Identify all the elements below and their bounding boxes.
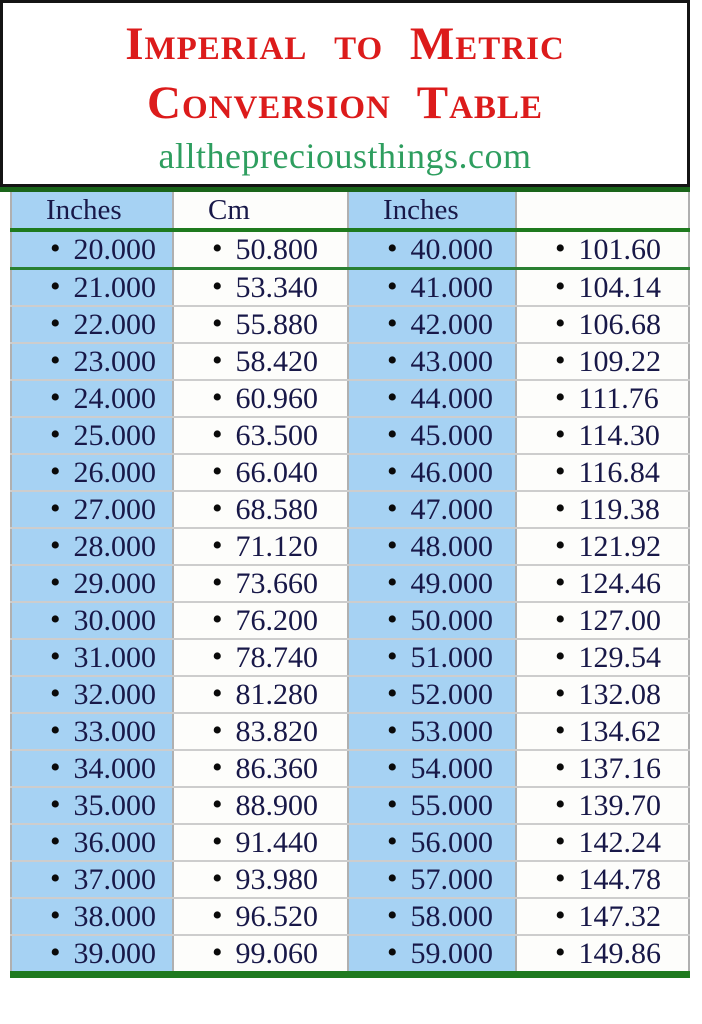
cell-value: 53.340: [235, 271, 319, 304]
bullet-icon: •: [555, 529, 566, 562]
table-row: [11, 380, 689, 417]
bullet-icon: •: [212, 566, 223, 599]
cell-value: 38.000: [73, 900, 157, 933]
conversion-cell: [11, 935, 173, 975]
conversion-cell: [516, 528, 689, 565]
column-header-inches-left: Inches: [11, 192, 173, 230]
conversion-cell: [173, 269, 348, 307]
conversion-cell: [516, 491, 689, 528]
cell-value: 43.000: [410, 345, 494, 378]
bullet-icon: •: [50, 603, 61, 636]
cell-value: 55.000: [410, 789, 494, 822]
bullet-icon: •: [50, 862, 61, 895]
conversion-cell: [348, 269, 516, 307]
cell-value: 54.000: [410, 752, 494, 785]
bullet-icon: •: [555, 640, 566, 673]
cell-value: 32.000: [73, 678, 157, 711]
cell-value: 124.46: [578, 567, 662, 600]
conversion-cell: [11, 417, 173, 454]
cell-value: 71.120: [235, 530, 319, 563]
cell-value: 26.000: [73, 456, 157, 489]
conversion-cell: [173, 380, 348, 417]
bullet-icon: •: [555, 232, 566, 265]
bullet-icon: •: [212, 307, 223, 340]
bullet-icon: •: [555, 566, 566, 599]
bullet-icon: •: [387, 936, 398, 969]
column-header-inches-right: Inches: [348, 192, 516, 230]
conversion-cell: [11, 454, 173, 491]
cell-value: 81.280: [235, 678, 319, 711]
conversion-cell: [516, 602, 689, 639]
cell-value: 49.000: [410, 567, 494, 600]
cell-value: 63.500: [235, 419, 319, 452]
cell-value: 109.22: [578, 345, 662, 378]
cell-value: 27.000: [73, 493, 157, 526]
cell-value: 96.520: [235, 900, 319, 933]
bullet-icon: •: [555, 788, 566, 821]
table-row: [11, 417, 689, 454]
table-row: [11, 935, 689, 975]
bullet-icon: •: [555, 899, 566, 932]
bullet-icon: •: [50, 418, 61, 451]
bullet-icon: •: [212, 455, 223, 488]
page-title-line2: Conversion Table: [147, 77, 543, 129]
bullet-icon: •: [555, 307, 566, 340]
bullet-icon: •: [50, 714, 61, 747]
bullet-icon: •: [555, 344, 566, 377]
conversion-cell: [173, 639, 348, 676]
cell-value: 46.000: [410, 456, 494, 489]
cell-value: 119.38: [578, 493, 660, 526]
cell-value: 116.84: [578, 456, 660, 489]
conversion-cell: [348, 491, 516, 528]
conversion-cell: [173, 306, 348, 343]
bullet-icon: •: [50, 232, 61, 265]
conversion-cell: [348, 787, 516, 824]
bullet-icon: •: [555, 492, 566, 525]
conversion-cell: [173, 824, 348, 861]
conversion-cell: [11, 491, 173, 528]
table-row: [11, 898, 689, 935]
conversion-cell: [11, 565, 173, 602]
cell-value: 55.880: [235, 308, 319, 341]
cell-value: 44.000: [410, 382, 494, 415]
bullet-icon: •: [212, 936, 223, 969]
cell-value: 56.000: [410, 826, 494, 859]
cell-value: 39.000: [73, 937, 157, 970]
column-header-cm-left: Cm: [173, 192, 348, 230]
conversion-cell: [173, 898, 348, 935]
bullet-icon: •: [50, 825, 61, 858]
cell-value: 37.000: [73, 863, 157, 896]
conversion-cell: [348, 861, 516, 898]
bullet-icon: •: [387, 566, 398, 599]
conversion-cell: [11, 639, 173, 676]
cell-value: 24.000: [73, 382, 157, 415]
cell-value: 29.000: [73, 567, 157, 600]
conversion-cell: [348, 824, 516, 861]
bullet-icon: •: [50, 899, 61, 932]
table-row: [11, 491, 689, 528]
cell-value: 91.440: [235, 826, 319, 859]
page-title-line1: Imperial to Metric: [125, 18, 565, 70]
bullet-icon: •: [387, 492, 398, 525]
cell-value: 106.68: [578, 308, 662, 341]
conversion-cell: [516, 898, 689, 935]
bullet-icon: •: [212, 381, 223, 414]
conversion-cell: [348, 898, 516, 935]
cell-value: 52.000: [410, 678, 494, 711]
cell-value: 111.76: [578, 382, 659, 415]
conversion-cell: [11, 676, 173, 713]
conversion-cell: [516, 269, 689, 307]
cell-value: 47.000: [410, 493, 494, 526]
conversion-cell: [173, 676, 348, 713]
cell-value: 28.000: [73, 530, 157, 563]
conversion-cell: [173, 565, 348, 602]
cell-value: 127.00: [578, 604, 662, 637]
bullet-icon: •: [555, 751, 566, 784]
bullet-icon: •: [555, 825, 566, 858]
conversion-cell: [348, 565, 516, 602]
conversion-cell: [348, 750, 516, 787]
cell-value: 121.92: [578, 530, 662, 563]
conversion-cell: [516, 787, 689, 824]
table-row: [11, 454, 689, 491]
bullet-icon: •: [212, 714, 223, 747]
conversion-cell: [173, 750, 348, 787]
cell-value: 57.000: [410, 863, 494, 896]
conversion-cell: [11, 602, 173, 639]
conversion-cell: [348, 380, 516, 417]
conversion-cell: [516, 750, 689, 787]
bullet-icon: •: [50, 751, 61, 784]
conversion-cell: [348, 528, 516, 565]
bullet-icon: •: [387, 677, 398, 710]
cell-value: 35.000: [73, 789, 157, 822]
conversion-cell: [11, 787, 173, 824]
table-row: [11, 306, 689, 343]
bullet-icon: •: [50, 381, 61, 414]
cell-value: 76.200: [235, 604, 319, 637]
conversion-cell: [348, 306, 516, 343]
bullet-icon: •: [387, 899, 398, 932]
bullet-icon: •: [212, 899, 223, 932]
bullet-icon: •: [212, 232, 223, 265]
conversion-cell: [11, 713, 173, 750]
bullet-icon: •: [387, 751, 398, 784]
bullet-icon: •: [387, 455, 398, 488]
cell-value: 48.000: [410, 530, 494, 563]
bullet-icon: •: [387, 232, 398, 265]
bullet-icon: •: [387, 640, 398, 673]
bullet-icon: •: [555, 603, 566, 636]
cell-value: 101.60: [578, 233, 662, 266]
header-row: [11, 192, 689, 230]
cell-value: 30.000: [73, 604, 157, 637]
conversion-cell: [11, 343, 173, 380]
bullet-icon: •: [555, 862, 566, 895]
conversion-cell: [11, 528, 173, 565]
cell-value: 132.08: [578, 678, 662, 711]
conversion-cell: [516, 306, 689, 343]
bullet-icon: •: [387, 529, 398, 562]
bullet-icon: •: [212, 677, 223, 710]
conversion-cell: [348, 417, 516, 454]
table-row: [11, 861, 689, 898]
cell-value: 99.060: [235, 937, 319, 970]
conversion-cell: [516, 639, 689, 676]
table-row: [11, 639, 689, 676]
bullet-icon: •: [212, 640, 223, 673]
bullet-icon: •: [387, 307, 398, 340]
cell-value: 114.30: [578, 419, 660, 452]
cell-value: 83.820: [235, 715, 319, 748]
bullet-icon: •: [50, 640, 61, 673]
cell-value: 22.000: [73, 308, 157, 341]
cell-value: 88.900: [235, 789, 319, 822]
cell-value: 66.040: [235, 456, 319, 489]
bullet-icon: •: [50, 566, 61, 599]
conversion-cell: [348, 230, 516, 269]
conversion-cell: [173, 343, 348, 380]
bullet-icon: •: [555, 418, 566, 451]
bullet-icon: •: [212, 529, 223, 562]
conversion-cell: [516, 861, 689, 898]
cell-value: 23.000: [73, 345, 157, 378]
bullet-icon: •: [387, 418, 398, 451]
cell-value: 58.420: [235, 345, 319, 378]
bullet-icon: •: [50, 936, 61, 969]
cell-value: 60.960: [235, 382, 319, 415]
cell-value: 149.86: [578, 937, 662, 970]
conversion-cell: [11, 269, 173, 307]
bullet-icon: •: [555, 936, 566, 969]
cell-value: 58.000: [410, 900, 494, 933]
bullet-icon: •: [212, 788, 223, 821]
conversion-cell: [11, 898, 173, 935]
bullet-icon: •: [212, 862, 223, 895]
conversion-cell: [11, 306, 173, 343]
cell-value: 50.000: [410, 604, 494, 637]
cell-value: 139.70: [578, 789, 662, 822]
bullet-icon: •: [50, 455, 61, 488]
bullet-icon: •: [50, 788, 61, 821]
conversion-cell: [348, 454, 516, 491]
bullet-icon: •: [50, 344, 61, 377]
cell-value: 129.54: [578, 641, 662, 674]
bullet-icon: •: [387, 788, 398, 821]
cell-value: 33.000: [73, 715, 157, 748]
cell-value: 144.78: [578, 863, 662, 896]
bullet-icon: •: [555, 381, 566, 414]
cell-value: 137.16: [578, 752, 662, 785]
cell-value: 93.980: [235, 863, 319, 896]
bullet-icon: •: [387, 603, 398, 636]
bullet-icon: •: [555, 714, 566, 747]
conversion-cell: [11, 380, 173, 417]
cell-value: 51.000: [410, 641, 494, 674]
conversion-cell: [11, 861, 173, 898]
conversion-cell: [348, 343, 516, 380]
conversion-table: [10, 192, 690, 978]
bullet-icon: •: [50, 270, 61, 303]
bullet-icon: •: [212, 418, 223, 451]
conversion-cell: [516, 454, 689, 491]
conversion-cell: [173, 787, 348, 824]
bullet-icon: •: [50, 307, 61, 340]
table-row: [11, 230, 689, 269]
conversion-cell: [173, 602, 348, 639]
conversion-table-body: [11, 230, 689, 975]
conversion-cell: [11, 824, 173, 861]
table-row: [11, 750, 689, 787]
header-banner: [0, 0, 690, 187]
column-header-cm-right: [516, 192, 689, 230]
conversion-cell: [173, 417, 348, 454]
cell-value: 68.580: [235, 493, 319, 526]
conversion-cell: [11, 750, 173, 787]
conversion-cell: [173, 230, 348, 269]
bullet-icon: •: [387, 381, 398, 414]
bullet-icon: •: [555, 455, 566, 488]
bullet-icon: •: [50, 492, 61, 525]
bullet-icon: •: [212, 344, 223, 377]
bullet-icon: •: [555, 677, 566, 710]
conversion-cell: [516, 713, 689, 750]
table-row: [11, 824, 689, 861]
cell-value: 42.000: [410, 308, 494, 341]
conversion-cell: [516, 565, 689, 602]
conversion-cell: [173, 528, 348, 565]
conversion-cell: [11, 230, 173, 269]
cell-value: 34.000: [73, 752, 157, 785]
conversion-cell: [348, 639, 516, 676]
table-row: [11, 343, 689, 380]
cell-value: 45.000: [410, 419, 494, 452]
cell-value: 53.000: [410, 715, 494, 748]
conversion-cell: [173, 935, 348, 975]
cell-value: 31.000: [73, 641, 157, 674]
conversion-table-header: [11, 192, 689, 230]
cell-value: 40.000: [410, 233, 494, 266]
conversion-cell: [348, 602, 516, 639]
conversion-cell: [348, 713, 516, 750]
cell-value: 78.740: [235, 641, 319, 674]
conversion-cell: [173, 713, 348, 750]
table-row: [11, 676, 689, 713]
table-row: [11, 713, 689, 750]
bullet-icon: •: [212, 751, 223, 784]
bullet-icon: •: [212, 492, 223, 525]
table-row: [11, 565, 689, 602]
cell-value: 20.000: [73, 233, 157, 266]
cell-value: 50.800: [235, 233, 319, 266]
cell-value: 147.32: [578, 900, 662, 933]
conversion-cell: [173, 861, 348, 898]
conversion-cell: [516, 824, 689, 861]
cell-value: 59.000: [410, 937, 494, 970]
conversion-cell: [348, 676, 516, 713]
conversion-table-container: [10, 192, 688, 978]
cell-value: 86.360: [235, 752, 319, 785]
bullet-icon: •: [387, 714, 398, 747]
conversion-cell: [348, 935, 516, 975]
cell-value: 134.62: [578, 715, 662, 748]
bullet-icon: •: [50, 677, 61, 710]
table-row: [11, 602, 689, 639]
cell-value: 41.000: [410, 271, 494, 304]
cell-value: 73.660: [235, 567, 319, 600]
table-row: [11, 528, 689, 565]
bullet-icon: •: [555, 270, 566, 303]
bullet-icon: •: [387, 270, 398, 303]
cell-value: 25.000: [73, 419, 157, 452]
conversion-cell: [516, 676, 689, 713]
conversion-cell: [173, 491, 348, 528]
conversion-cell: [516, 343, 689, 380]
conversion-cell: [516, 230, 689, 269]
conversion-cell: [173, 454, 348, 491]
cell-value: 104.14: [578, 271, 662, 304]
conversion-cell: [516, 417, 689, 454]
table-row: [11, 787, 689, 824]
conversion-cell: [516, 380, 689, 417]
table-row: [11, 269, 689, 307]
cell-value: 36.000: [73, 826, 157, 859]
bullet-icon: •: [212, 825, 223, 858]
bullet-icon: •: [50, 529, 61, 562]
cell-value: 21.000: [73, 271, 157, 304]
conversion-cell: [516, 935, 689, 975]
website-text: allthepreciousthings.com: [158, 136, 532, 176]
bullet-icon: •: [387, 344, 398, 377]
cell-value: 142.24: [578, 826, 662, 859]
bullet-icon: •: [387, 862, 398, 895]
bullet-icon: •: [387, 825, 398, 858]
bullet-icon: •: [212, 603, 223, 636]
bullet-icon: •: [212, 270, 223, 303]
